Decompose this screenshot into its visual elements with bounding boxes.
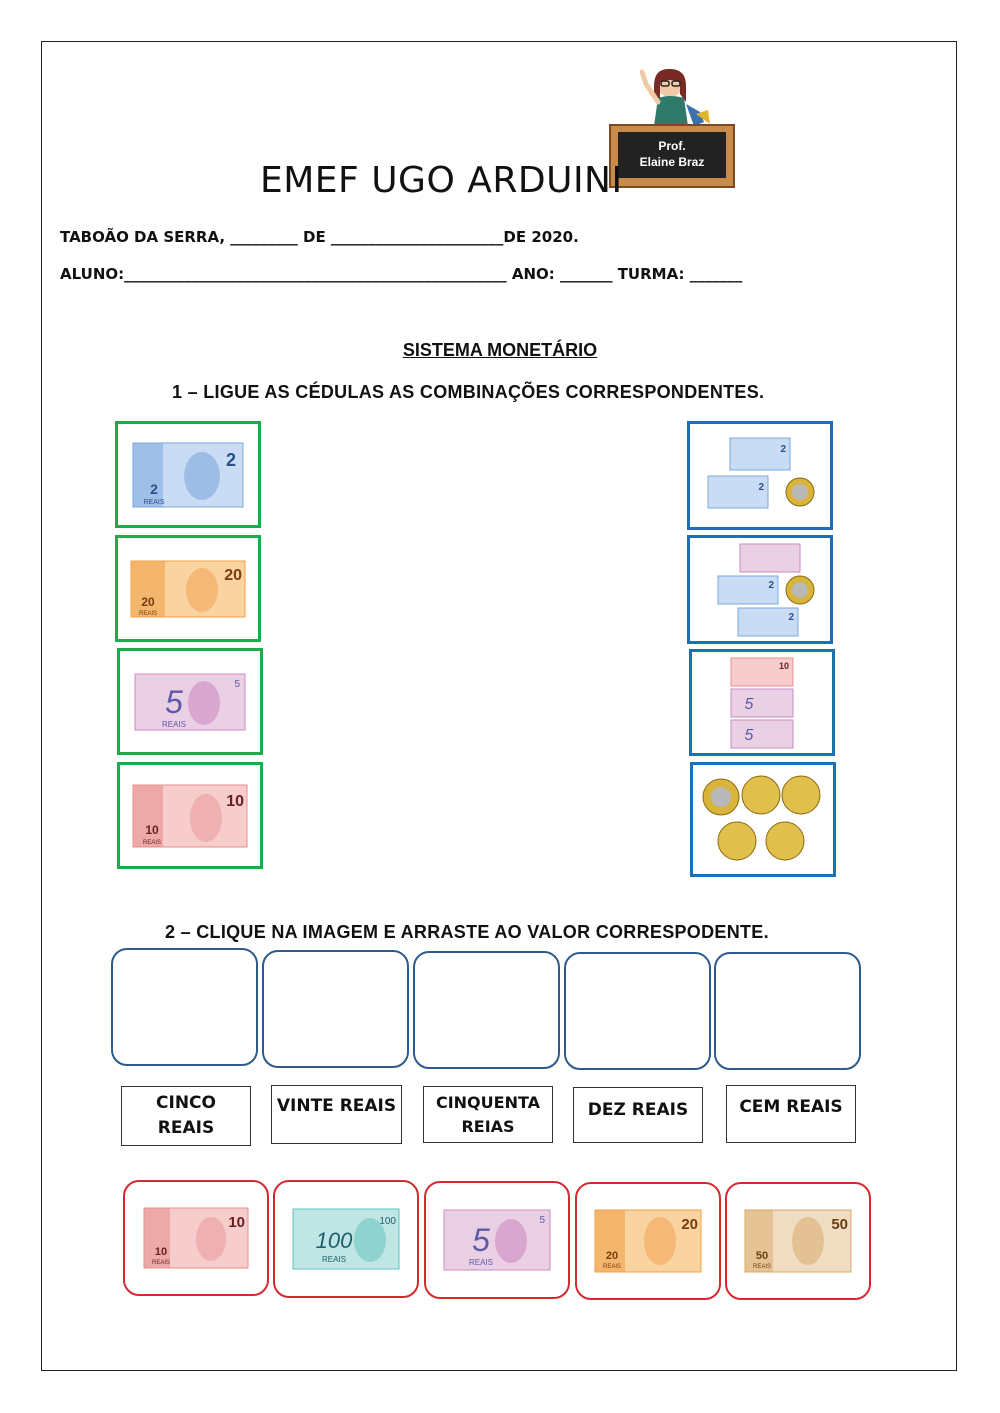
svg-text:2: 2 [758,481,764,493]
drag-note-2[interactable] [273,1180,419,1298]
right-combo-box-1[interactable] [687,421,833,530]
right-combo-box-3[interactable] [689,649,835,756]
svg-text:10: 10 [778,660,789,671]
svg-text:REAIS: REAIS [752,1264,772,1270]
note-ten-reais [132,784,248,848]
right-combo-box-2[interactable] [687,535,833,644]
value-label-3: CINQUENTA REIAS [423,1086,553,1143]
svg-text:2: 2 [150,480,158,497]
combo-ten-five-five [727,656,797,750]
badge-line2: Elaine Braz [639,155,705,169]
note-five-reais [134,673,246,731]
drop-zone-1[interactable] [111,948,258,1066]
drag-note-4[interactable] [575,1182,721,1300]
svg-text:20: 20 [681,1216,698,1233]
svg-text:REAIS: REAIS [138,610,158,617]
svg-text:100: 100 [315,1228,353,1253]
value-label-4: DEZ REAIS [573,1087,703,1143]
svg-text:2: 2 [788,611,794,623]
svg-text:REAIS: REAIS [161,719,187,729]
svg-text:REAIS: REAIS [602,1264,622,1270]
note-hundred-reais-drag [292,1208,400,1270]
drop-zone-2[interactable] [262,950,409,1068]
left-note-box-1[interactable] [115,421,261,528]
svg-text:5: 5 [165,683,183,720]
right-combo-box-4[interactable] [690,762,836,877]
question1-title: 1 – LIGUE AS CÉDULAS AS COMBINAÇÕES CORRESPONDENTES. [172,382,765,402]
left-note-box-2[interactable] [115,535,261,642]
combo-coins [701,775,825,865]
svg-text:5: 5 [234,678,240,690]
note-five-reais-drag [443,1209,551,1271]
combo-two-two-one-coin [700,436,820,516]
svg-text:20: 20 [141,594,155,609]
drag-note-3[interactable] [424,1181,570,1299]
school-title: EMEF UGO ARDUINI [260,160,623,201]
svg-text:20: 20 [605,1250,619,1262]
svg-text:10: 10 [226,792,244,810]
svg-text:5: 5 [539,1215,545,1226]
badge-line1: Prof. [658,139,686,153]
value-label-5: CEM REAIS [726,1085,856,1143]
combo-five-two-two-coin [700,542,820,638]
svg-text:5: 5 [472,1222,490,1258]
svg-text:10: 10 [228,1214,245,1231]
note-twenty-reais-drag [594,1209,702,1273]
svg-text:100: 100 [379,1216,396,1227]
svg-text:REAIS: REAIS [468,1258,494,1267]
value-label-1: CINCO REAIS [121,1086,251,1146]
note-fifty-reais-drag [744,1209,852,1273]
drop-zone-3[interactable] [413,951,560,1069]
drop-zone-4[interactable] [564,952,711,1070]
svg-text:20: 20 [224,566,242,584]
note-two-reais [132,442,244,508]
drag-note-5[interactable] [725,1182,871,1300]
svg-text:2: 2 [780,443,786,455]
teacher-badge [608,64,736,190]
svg-text:10: 10 [154,1246,168,1258]
note-twenty-reais [130,560,246,618]
section-title: SISTEMA MONETÁRIO [402,340,598,360]
svg-text:2: 2 [225,449,236,470]
svg-text:5: 5 [744,695,754,713]
svg-text:REAIS: REAIS [143,498,165,506]
drop-zone-5[interactable] [714,952,861,1070]
svg-text:50: 50 [755,1250,769,1262]
student-line: ALUNO:___________________________________________________ ANO: _______ TURMA: _______ [60,265,743,283]
value-label-2: VINTE REAIS [271,1085,402,1144]
svg-text:REAIS: REAIS [142,839,162,846]
date-line: TABOÃO DA SERRA, _________ DE _______________________DE 2020. [60,228,579,246]
left-note-box-4[interactable] [117,762,263,869]
svg-text:REAIS: REAIS [321,1255,347,1264]
drag-note-1[interactable] [123,1180,269,1296]
svg-text:10: 10 [145,822,159,837]
question2-title: 2 – CLIQUE NA IMAGEM E ARRASTE AO VALOR CORRESPODENTE. [165,922,769,942]
left-note-box-3[interactable] [117,648,263,755]
note-ten-reais-drag [143,1207,249,1269]
svg-text:REAIS: REAIS [151,1260,171,1266]
svg-text:5: 5 [744,726,754,744]
svg-text:50: 50 [831,1216,848,1233]
svg-text:2: 2 [768,579,774,591]
